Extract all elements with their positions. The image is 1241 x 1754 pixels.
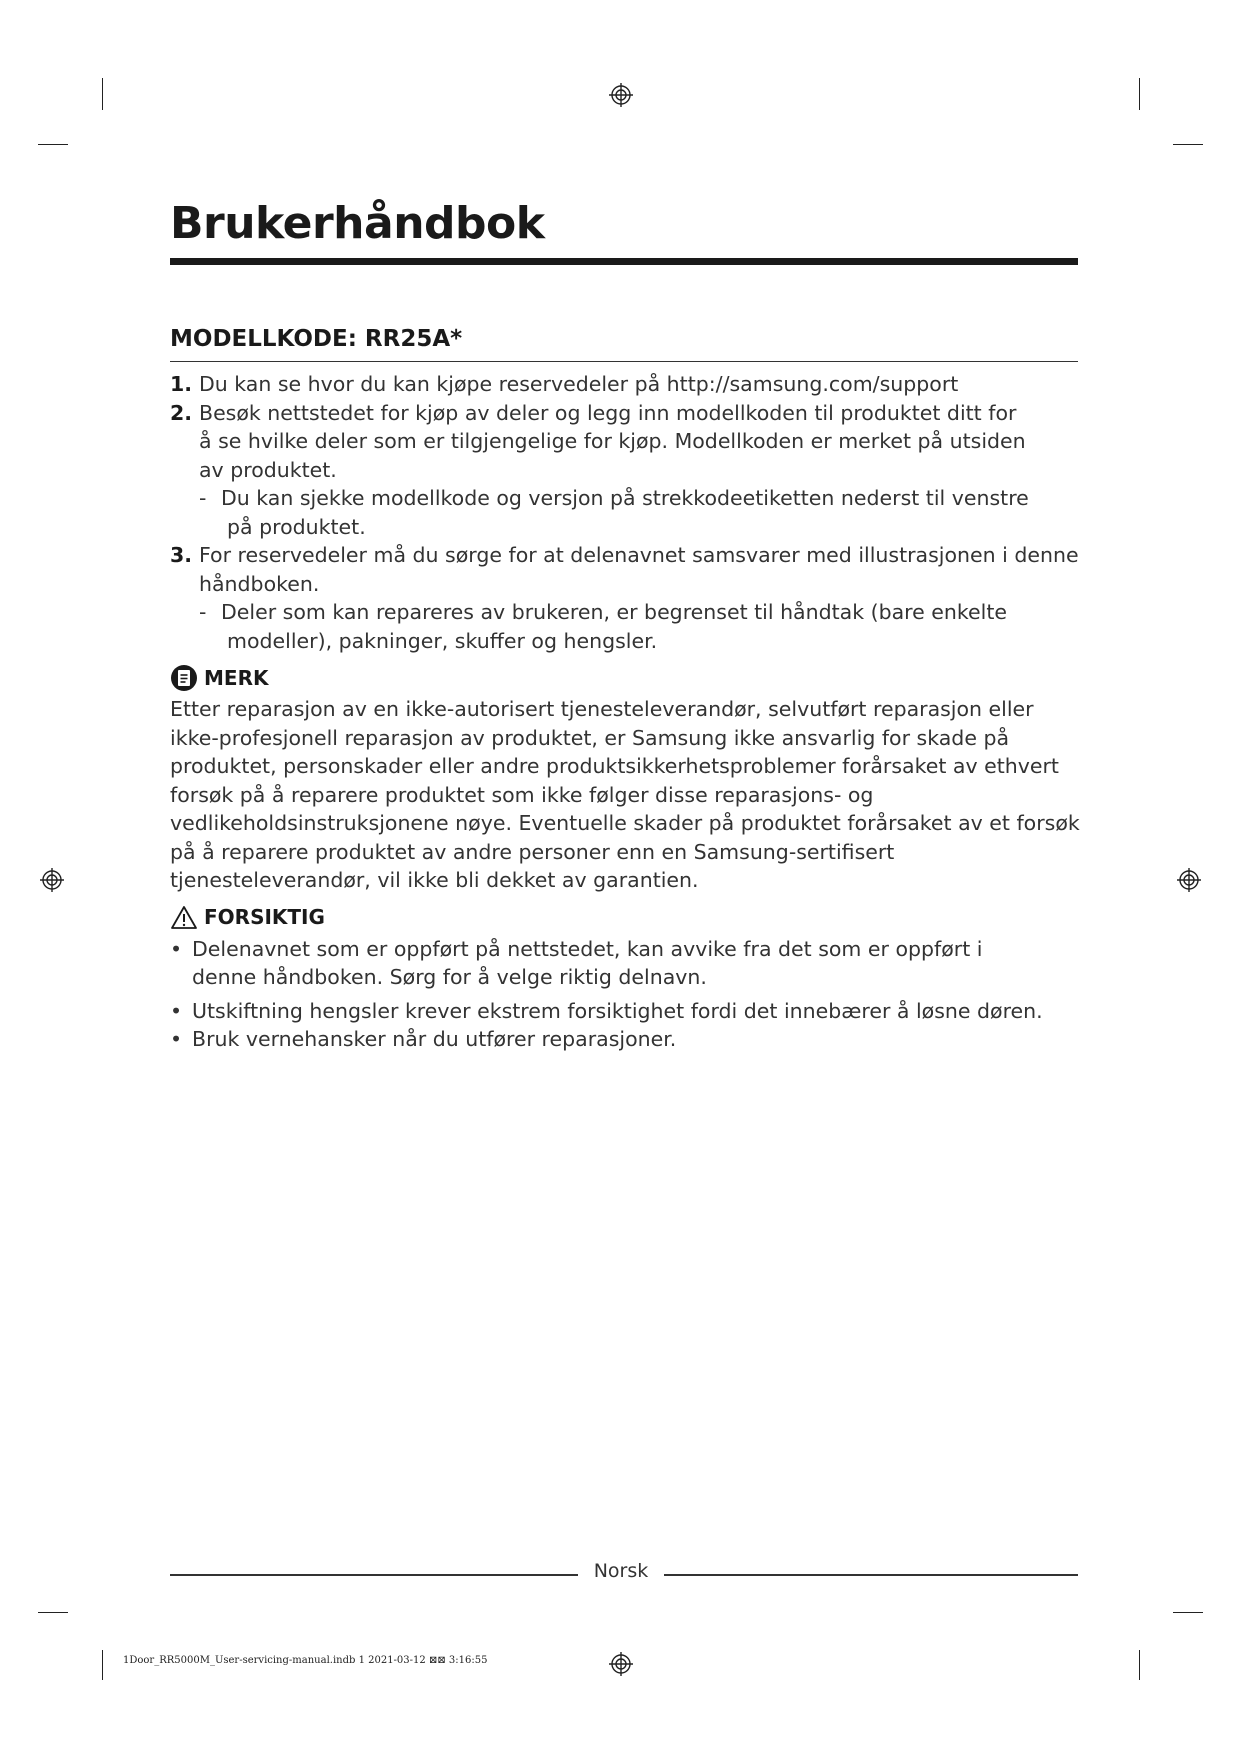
caution-item bbox=[170, 935, 1080, 992]
section-rule bbox=[170, 361, 1078, 362]
step-item bbox=[170, 399, 1080, 485]
caution-item bbox=[170, 997, 1080, 1026]
caution-text: Delenavnet som er oppført på nettstedet, kan avvike fra det som er oppført i denne håndboken. Sørg for å velge riktig delnavn. bbox=[192, 936, 983, 989]
step-item bbox=[170, 370, 1080, 399]
subnote-text: Deler som kan repareres av brukeren, er begrenset til håndtak (bare enkelte modeller), pakninger, skuffer og hengsler. bbox=[221, 600, 1007, 653]
crop-mark bbox=[1173, 144, 1203, 145]
crop-mark bbox=[1173, 1612, 1203, 1613]
crop-mark bbox=[38, 1612, 68, 1613]
step-text: Besøk nettstedet for kjøp av deler og legg inn modellkoden til produktet ditt for å se hvilke deler som er tilgjengelige for kjøp. Modellkoden er merket på utsiden av produktet. bbox=[199, 400, 1026, 482]
registration-mark-icon bbox=[40, 868, 64, 892]
crop-mark bbox=[102, 1650, 103, 1680]
main-content bbox=[170, 370, 1080, 1054]
registration-mark-icon bbox=[609, 83, 633, 107]
crop-mark bbox=[1139, 78, 1140, 110]
dash-marker: - bbox=[199, 600, 207, 624]
warning-triangle-icon bbox=[170, 904, 198, 932]
caution-heading bbox=[170, 901, 1080, 935]
page-title: Brukerhåndbok bbox=[170, 198, 545, 249]
caution-label: FORSIKTIG bbox=[204, 905, 325, 930]
section-heading: MODELLKODE: RR25A* bbox=[170, 326, 463, 352]
note-text: Etter reparasjon av en ikke-autorisert tjenesteleverandør, selvutført reparasjon eller ikke-profesjonell reparasjon av produktet, er Samsung ikke ansvarlig for skade på produktet, personskader eller andre produktsikkerhetsproblemer forårsaket av ethvert forsøk på å reparere produktet som ikke følger disse reparasjons- og vedlikeholdsinstruksjonene nøye. Eventuelle skader på produktet forårsaket av et forsøk på å reparere produktet av andre personer enn en Samsung-sertifisert tjenesteleverandør, vil ikke bli dekket av garantien. bbox=[170, 697, 1080, 892]
step-text: For reservedeler må du sørge for at delenavnet samsvarer med illustrasjonen i denne håndboken. bbox=[199, 543, 1079, 596]
title-rule bbox=[170, 258, 1078, 265]
step-number: 2. bbox=[170, 400, 193, 425]
crop-mark bbox=[102, 78, 103, 110]
note-icon bbox=[170, 664, 198, 692]
step-subnote bbox=[199, 598, 1080, 655]
registration-mark-icon bbox=[609, 1652, 633, 1676]
print-slug: 1Door_RR5000M_User-servicing-manual.indb 1 2021-03-12 ⊠⊠ 3:16:55 bbox=[123, 1655, 488, 1666]
bullet-marker: • bbox=[170, 998, 183, 1023]
bullet-marker: • bbox=[170, 1027, 183, 1051]
footer-rule bbox=[664, 1574, 1078, 1576]
crop-mark bbox=[1139, 1650, 1140, 1680]
registration-mark-icon bbox=[1177, 868, 1201, 892]
caution-text: Utskiftning hengsler krever ekstrem forsiktighet fordi det innebærer å løsne døren. bbox=[192, 998, 1043, 1023]
subnote-text: Du kan sjekke modellkode og versjon på strekkodeetiketten nederst til venstre på produktet. bbox=[221, 486, 1029, 539]
step-item bbox=[170, 541, 1080, 598]
footer-rule bbox=[170, 1574, 578, 1576]
note-heading bbox=[170, 661, 1080, 695]
caution-item bbox=[170, 1025, 1080, 1054]
footer-language: Norsk bbox=[593, 1560, 649, 1582]
step-text: Du kan se hvor du kan kjøpe reservedeler på http://samsung.com/support bbox=[199, 372, 959, 396]
crop-mark bbox=[38, 144, 68, 145]
step-number: 3. bbox=[170, 543, 193, 567]
note-label: MERK bbox=[204, 665, 269, 690]
caution-text: Bruk vernehansker når du utfører reparasjoner. bbox=[192, 1027, 677, 1051]
step-subnote bbox=[199, 484, 1080, 541]
dash-marker: - bbox=[199, 486, 207, 510]
step-number: 1. bbox=[170, 372, 193, 396]
bullet-marker: • bbox=[170, 936, 183, 961]
